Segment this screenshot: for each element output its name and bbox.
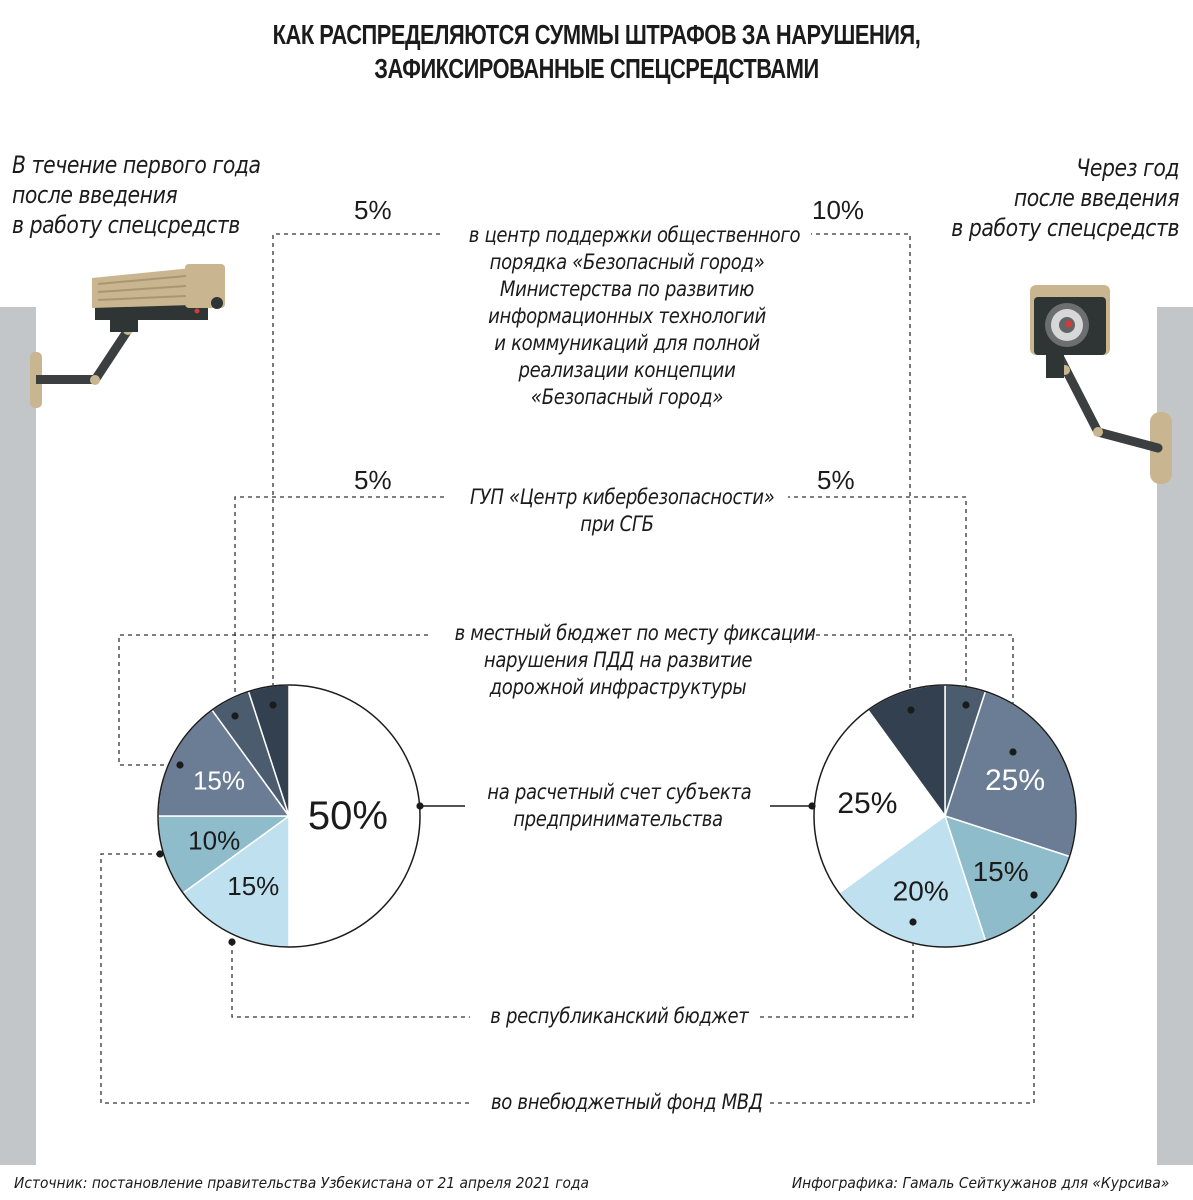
label-line: ГУП «Центр кибербезопасности» [469, 485, 775, 509]
dot-local-right [1009, 748, 1016, 755]
period-left-line: в работу спецсредств [12, 211, 240, 239]
label-local-budget [428, 620, 816, 701]
label-line: в республиканский бюджет [490, 1004, 749, 1028]
period-first-year [12, 150, 261, 240]
source-note: Источник: постановление правительства Узбекистана от 21 апреля 2021 года [14, 1174, 589, 1192]
label-line: на расчетный счет субъекта [487, 780, 752, 804]
safe-city-left-percent: 5% [354, 195, 392, 225]
dot-mvd-right [1030, 891, 1037, 898]
dot-republic-left [228, 938, 235, 945]
pie-value-label: 25% [984, 763, 1046, 797]
label-republic-budget [470, 1003, 760, 1030]
label-line: информационных технологий [488, 304, 766, 328]
label-line: порядка «Безопасный город» [489, 250, 765, 274]
dot-safe-city-right [907, 706, 914, 713]
left-camera-icon [30, 264, 225, 408]
label-line: при СГБ [580, 512, 654, 536]
pie-value-label: 15% [192, 765, 246, 796]
pie-chart-after-year [814, 685, 1076, 947]
period-left-line: после введения [12, 181, 178, 209]
dot-cyber-left [231, 712, 238, 719]
label-line: реализации концепции [518, 358, 736, 382]
title-line-1: КАК РАСПРЕДЕЛЯЮТСЯ СУММЫ ШТРАФОВ ЗА НАРУШЕНИЯ, [272, 19, 921, 50]
period-right-line: в работу спецсредств [951, 214, 1179, 242]
label-cyber [446, 484, 788, 538]
label-line: нарушения ПДД на развитие [483, 648, 753, 672]
dot-business-right [808, 802, 815, 809]
pie-value-label: 20% [892, 875, 949, 907]
label-line: во внебюджетный фонд МВД [491, 1090, 763, 1114]
label-line: в центр поддержки общественного [468, 223, 801, 247]
label-safe-city [443, 222, 811, 411]
pie-value-label: 15% [972, 856, 1029, 888]
period-after-year [951, 153, 1179, 243]
label-line: предпринимательства [513, 807, 723, 831]
label-mvd-fund [470, 1089, 770, 1116]
dot-cyber-right [962, 701, 969, 708]
label-line: в местный бюджет по месту фиксации [454, 621, 816, 645]
credit-note: Инфографика: Гамаль Сейткужанов для «Курсива» [791, 1174, 1169, 1192]
period-left-line: В течение первого года [12, 151, 261, 179]
dot-safe-city-left [269, 701, 276, 708]
label-line: «Безопасный город» [530, 385, 724, 409]
label-line: и коммуникаций для полной [494, 331, 760, 355]
dot-business-left [416, 802, 423, 809]
pie-value-label: 50% [307, 794, 388, 838]
label-line: дорожной инфраструктуры [489, 675, 747, 699]
left-pole [0, 307, 36, 1165]
dot-republic-right [909, 918, 916, 925]
title-line-2: ЗАФИКСИРОВАННЫЕ СПЕЦСРЕДСТВАМИ [374, 53, 819, 84]
cyber-left-percent: 5% [354, 465, 392, 495]
pie-value-label: 25% [837, 787, 898, 821]
period-right-line: Через год [1076, 154, 1179, 182]
dot-mvd-left [156, 850, 163, 857]
page-title [0, 18, 1193, 86]
pie-value-label: 10% [188, 825, 241, 856]
period-right-line: после введения [1013, 184, 1179, 212]
label-business [466, 779, 770, 833]
label-line: Министерства по развитию [499, 277, 755, 301]
pie-chart-first-year [158, 685, 420, 947]
right-camera-icon [1030, 285, 1172, 484]
dot-local-left [176, 761, 183, 768]
cyber-right-percent: 5% [817, 465, 855, 495]
pie-value-label: 15% [227, 871, 280, 901]
safe-city-right-percent: 10% [812, 195, 865, 225]
